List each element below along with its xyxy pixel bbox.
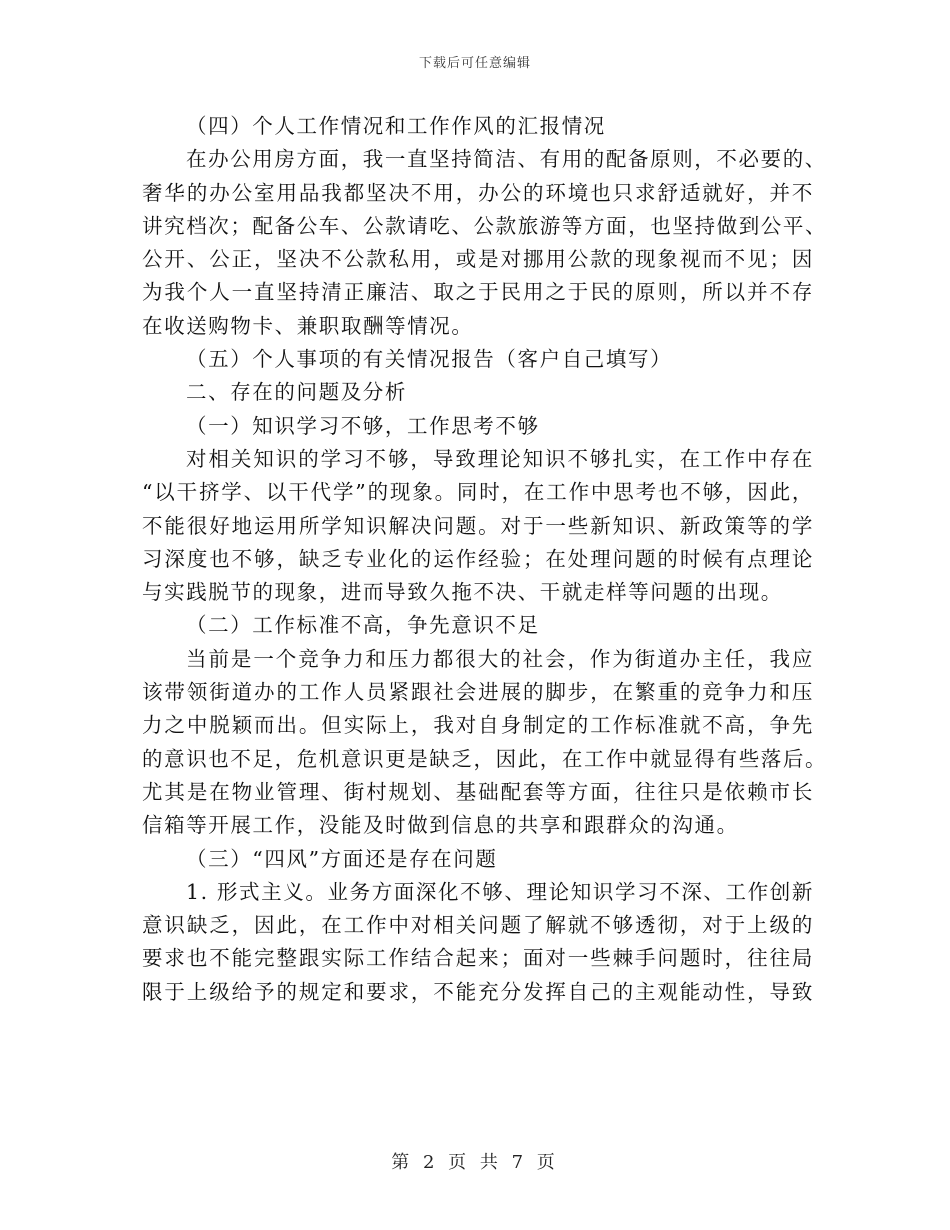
text-line: 要求也不能完整跟实际工作结合起来；面对一些棘手问题时，往往局 xyxy=(142,946,814,971)
text-line: 尤其是在物业管理、街村规划、基础配套等方面，往往只是依赖市长 xyxy=(142,779,814,804)
text-line: “以干挤学、以干代学”的现象。同时，在工作中思考也不够，因此， xyxy=(142,480,814,505)
text-line: （一）知识学习不够，工作思考不够 xyxy=(186,413,540,438)
text-line: 在收送购物卡、兼职取酬等情况。 xyxy=(142,313,474,338)
text-line: 为我个人一直坚持清正廉洁、取之于民用之于民的原则，所以并不存 xyxy=(142,280,814,305)
text-line: 信箱等开展工作，没能及时做到信息的共享和跟群众的沟通。 xyxy=(142,813,739,838)
text-line: 意识缺乏，因此，在工作中对相关问题了解就不够透彻，对于上级的 xyxy=(142,913,814,938)
text-line: （四）个人工作情况和工作作风的汇报情况 xyxy=(186,114,606,138)
text-line: 讲究档次；配备公车、公款请吃、公款旅游等方面，也坚持做到公平、 xyxy=(142,213,828,238)
body-text xyxy=(142,110,828,1009)
text-line: 1. 形式主义。业务方面深化不够、理论知识学习不深、工作创新 xyxy=(186,879,814,904)
text-line: 二、存在的问题及分析 xyxy=(186,380,407,405)
text-line: 限于上级给予的规定和要求，不能充分发挥自己的主观能动性，导致 xyxy=(142,979,814,1004)
text-line: （二）工作标准不高，争先意识不足 xyxy=(186,613,540,638)
text-line: 公开、公正，坚决不公款私用，或是对挪用公款的现象视而不见；因 xyxy=(142,247,814,272)
header-note: 下载后可任意编辑 xyxy=(418,56,531,71)
text-line: 奢华的办公室用品我都坚决不用，办公的环境也只求舒适就好，并不 xyxy=(142,180,814,205)
page-footer: 第 2 页 共 7 页 xyxy=(391,1152,559,1173)
text-line: （五）个人事项的有关情况报告（客户自己填写） xyxy=(186,347,673,372)
text-line: 当前是一个竞争力和压力都很大的社会，作为街道办主任，我应 xyxy=(186,646,814,671)
text-line: 该带领街道办的工作人员紧跟社会进展的脚步，在繁重的竞争力和压 xyxy=(142,680,814,705)
text-line: 对相关知识的学习不够，导致理论知识不够扎实，在工作中存在 xyxy=(186,446,814,471)
text-line: 在办公用房方面，我一直坚持简洁、有用的配备原则，不必要的、 xyxy=(186,147,827,172)
text-line: 力之中脱颖而出。但实际上，我对自身制定的工作标准就不高，争先 xyxy=(142,713,814,738)
text-line: 不能很好地运用所学知识解决问题。对于一些新知识、新政策等的学 xyxy=(142,513,814,538)
text-line: 与实践脱节的现象，进而导致久拖不决、干就走样等问题的出现。 xyxy=(142,580,783,605)
text-line: （三）“四风”方面还是存在问题 xyxy=(186,846,498,871)
text-line: 的意识也不足，危机意识更是缺乏，因此，在工作中就显得有些落后。 xyxy=(142,746,828,771)
text-line: 习深度也不够，缺乏专业化的运作经验；在处理问题的时候有点理论 xyxy=(142,546,814,571)
